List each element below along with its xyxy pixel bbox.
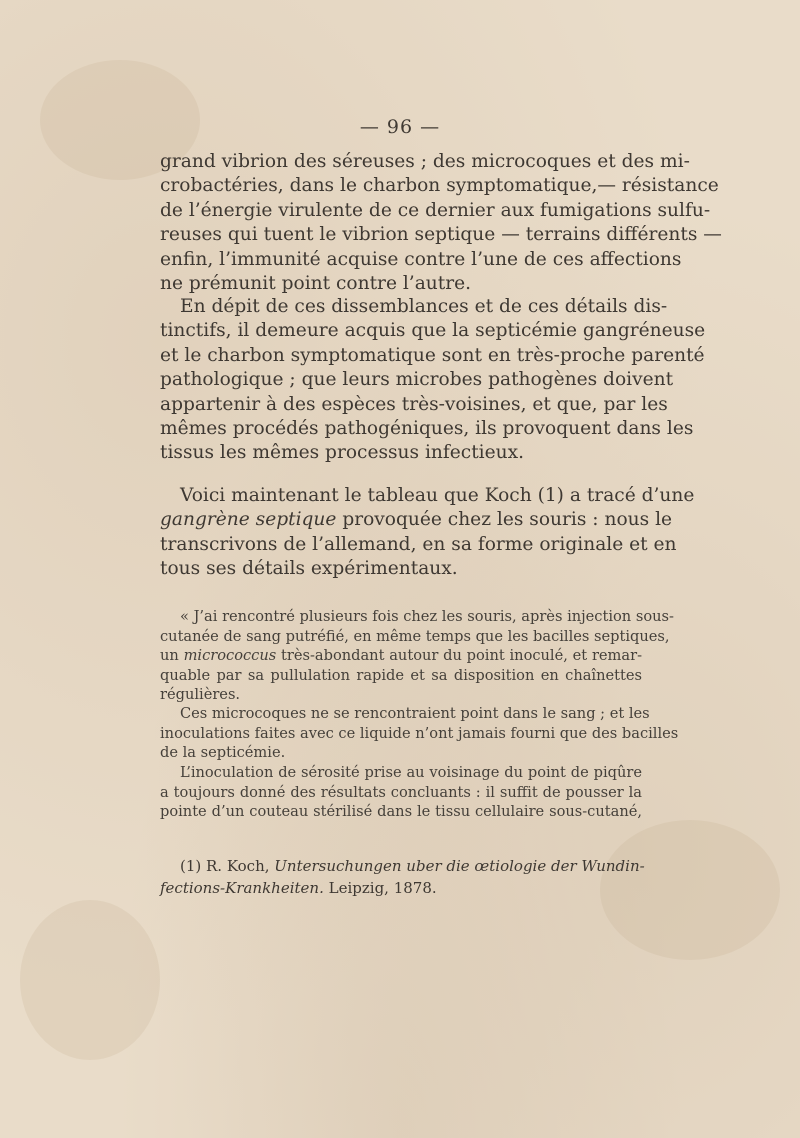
text-line: de l’énergie virulente de ce dernier aux fumigations sulfu- (160, 199, 711, 221)
text-line: tous ses détails expérimentaux. (160, 558, 458, 580)
text-line (160, 508, 673, 532)
text-line: cutanée de sang putréfié, en même temps que les bacilles septiques, (160, 627, 670, 645)
paragraph-1 (160, 150, 722, 296)
text-run: Leipzig, 1878. (323, 878, 437, 897)
text-line (160, 646, 642, 666)
text-run: très-abondant autour du point inoculé, et remar- (276, 647, 643, 665)
footnote (160, 856, 645, 899)
text-line: tissus les mêmes processus infectieux. (160, 442, 524, 464)
page-number: — 96 — (359, 116, 441, 138)
text-line: appartenir à des espèces très-voisines, et que, par les (160, 393, 668, 415)
text-line: tinctifs, il demeure acquis que la septicémie gangréneuse (160, 320, 706, 342)
text-line: L’inoculation de sérosité prise au voisinage du point de piqûre (180, 764, 642, 781)
paragraph-3 (160, 484, 695, 582)
italic-title: Untersuchungen uber die œtiologie der Wundin- (274, 857, 645, 875)
text-line: pointe d’un couteau stérilisé dans le tissu cellulaire sous-cutané, (160, 803, 642, 821)
text-line: Voici maintenant le tableau que Koch (1) a tracé d’une (180, 485, 695, 506)
text-line: grand vibrion des séreuses ; des microcoques et des mi- (160, 151, 690, 172)
italic-term: micrococcus (183, 647, 277, 665)
text-line (160, 878, 642, 900)
text-line: a toujours donné des résultats concluants : il suffit de pousser la (160, 783, 642, 801)
text-line: « J’ai rencontré plusieurs fois chez les souris, après injection sous- (180, 608, 674, 625)
quote-paragraph-3 (160, 763, 642, 822)
text-line: crobactéries, dans le charbon symptomatique,— résistance (160, 175, 719, 197)
italic-title: fections-Krankheiten. (160, 878, 324, 897)
text-line (160, 856, 645, 878)
text-line: régulières. (160, 686, 241, 704)
text-line: reuses qui tuent le vibrion septique — terrains différents — (160, 224, 722, 246)
text-line: ne prémunit point contre l’autre. (160, 273, 472, 295)
text-line: de la septicémie. (160, 744, 286, 762)
quote-paragraph-1 (160, 607, 674, 705)
text-run: provoquée chez les souris : nous le (336, 509, 673, 531)
paragraph-2 (160, 295, 706, 466)
text-line: Ces microcoques ne se rencontraient point dans le sang ; et les (180, 705, 650, 722)
text-run: (1) R. Koch, (180, 857, 275, 875)
quote-paragraph-2 (160, 704, 679, 763)
italic-term: gangrène septique (160, 509, 337, 531)
text-line: mêmes procédés pathogéniques, ils provoquent dans les (160, 418, 694, 440)
text-line: quable par sa pullulation rapide et sa disposition en chaînettes (160, 666, 642, 684)
text-line: transcrivons de l’allemand, en sa forme originale et en (160, 533, 677, 555)
text-line: inoculations faites avec ce liquide n’ont jamais fourni que des bacilles (160, 724, 679, 742)
text-line: et le charbon symptomatique sont en très-proche parenté (160, 344, 705, 366)
text-line: En dépit de ces dissemblances et de ces détails dis- (180, 296, 668, 317)
text-line: enfin, l’immunité acquise contre l’une de ces affections (160, 248, 682, 270)
text-run: un (160, 647, 184, 665)
text-line: pathologique ; que leurs microbes pathogènes doivent (160, 369, 674, 391)
paper-stain (20, 900, 160, 1060)
